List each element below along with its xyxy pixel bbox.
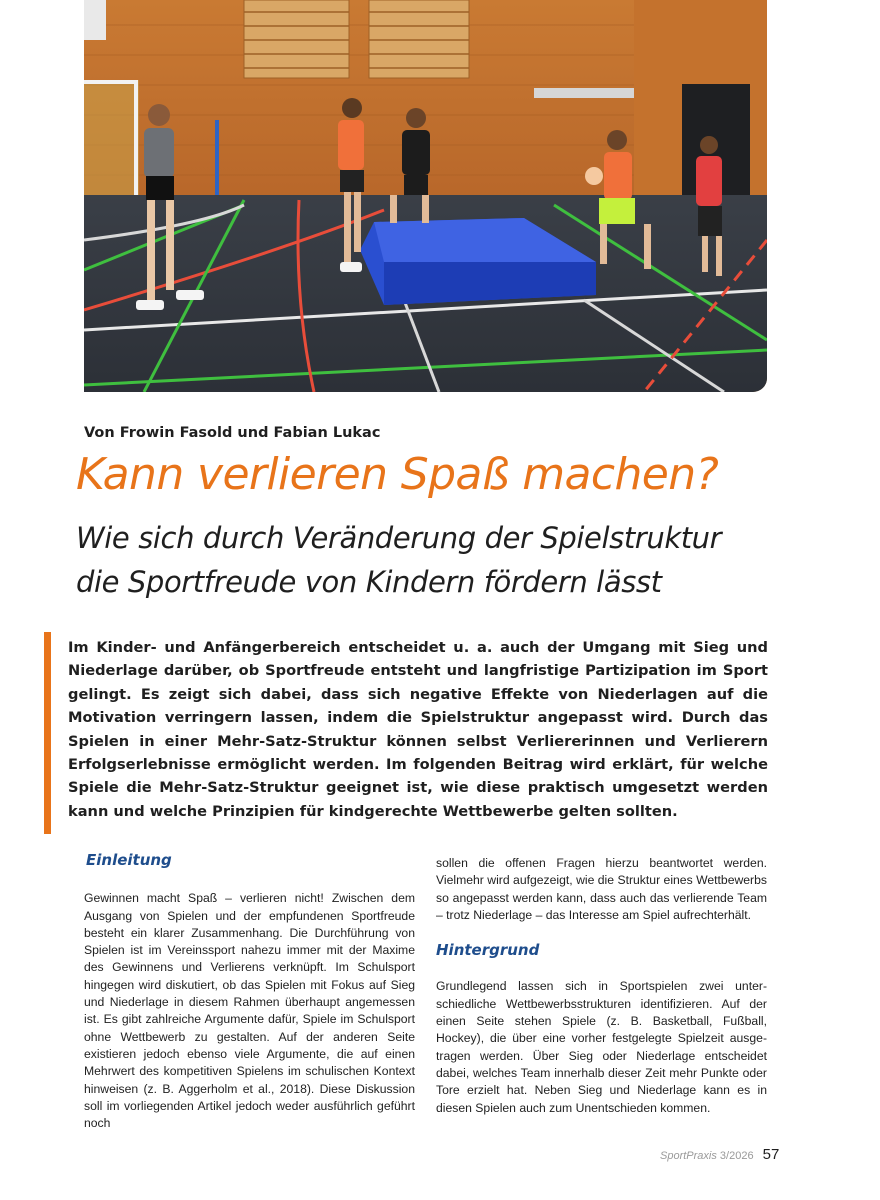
article-photo xyxy=(84,0,767,392)
article-title: Kann verlieren Spaß machen? xyxy=(76,449,719,500)
subtitle-line-1: Wie sich durch Veränderung der Spielstruktur xyxy=(76,521,722,555)
page-footer xyxy=(660,1146,779,1163)
subtitle-line-2: die Sportfreude von Kindern fördern lässt xyxy=(76,565,662,599)
section-heading-einleitung: Einleitung xyxy=(86,851,172,869)
hintergrund-paragraph: Grundlegend lassen sich in Sportspielen zwei unterschiedliche Wettbewerbsstrukturen identifizieren. Auf der einen Seite stehen Spiele (z. B. Basketball, Fußball, Hockey), die über eine vorher festgelegte Spielzeit ausgetragen werden. Über Sieg oder Niederlage entscheidet dabei, welches Team innerhalb dieser Zeit mehr Punkte oder Tore erzielt hat. Neben Sieg und Niederlage kann es in diesen Spielen auch zum Unentschieden kommen. xyxy=(436,979,767,1115)
article-subtitle xyxy=(76,516,796,604)
footer-magazine-name: SportPraxis xyxy=(660,1150,717,1162)
article-abstract: Im Kinder- und Anfängerbereich entscheidet u. a. auch der Umgang mit Sieg und Niederlage darüber, ob Sportfreude entsteht und langfristige Partizipation im Sport gelingt. Es zeigt sich dabei, dass sich negative Effekte von Niederlagen auf die Motivation verringern lassen, indem die Spielstruktur angepasst wird. Durch das Spielen in einer Mehr-Satz-Struktur können selbst Verliererinnen und Verlierern Erfolgserlebnisse ermöglicht werden. Im folgenden Beitrag wird erklärt, für welche Spiele die Mehr-Satz-Struktur geeignet ist, wie diese praktisch umgesetzt werden kann und welche Prinzipien für kindgerechte Wettbewerbe gelten sollten. xyxy=(68,639,768,820)
body-column-right xyxy=(436,855,767,1117)
footer-issue: 3/2026 xyxy=(719,1150,754,1162)
gym-scene-illustration xyxy=(84,0,767,392)
einleitung-paragraph-part-1: Gewinnen macht Spaß – verlieren nicht! Zwischen dem Ausgang von Spielen und der empfundenen Sportfreude besteht ein klarer Zusammenhang. Die Durchführung von Spielen ist im Vereinssport nahezu immer mit der Maxime des Gewinnens und Verlierens verknüpft. Im Schulsport hingegen wird diskutiert, ob das Spielen mit Fokus auf Sieg und Niederlage in diesem Rahmen überhaupt angemessen ist. Es gibt zahlreiche Argumente dafür, Spiele im Schulsport ohne Wettbewerb zu gestalten. Auf der anderen Seite existieren jedoch ebenso viele Argumente, die auf einen Mehrwert des kompetitiven Spielens im schulischen Kontext hinweisen (z. B. Aggerholm et al., 2018). Diese Diskussion soll im vorliegenden Artikel jedoch weder ausführlich geführt noch xyxy=(84,891,415,1131)
article-authors: Von Frowin Fasold und Fabian Lukac xyxy=(84,425,381,441)
section-heading-hintergrund: Hintergrund xyxy=(436,941,540,960)
page-number: 57 xyxy=(762,1146,780,1163)
abstract-accent-bar xyxy=(44,632,51,834)
einleitung-paragraph-part-2: sollen die offenen Fragen hierzu beantwortet werden. Vielmehr wird aufgezeigt, wie die Struktur eines Wettbewerbs so angepasst werden kann, dass auch das verlierende Team – trotz Niederlage – das Interesse am Spiel aufrechterhält. xyxy=(436,856,767,922)
body-column-left xyxy=(84,852,415,1132)
